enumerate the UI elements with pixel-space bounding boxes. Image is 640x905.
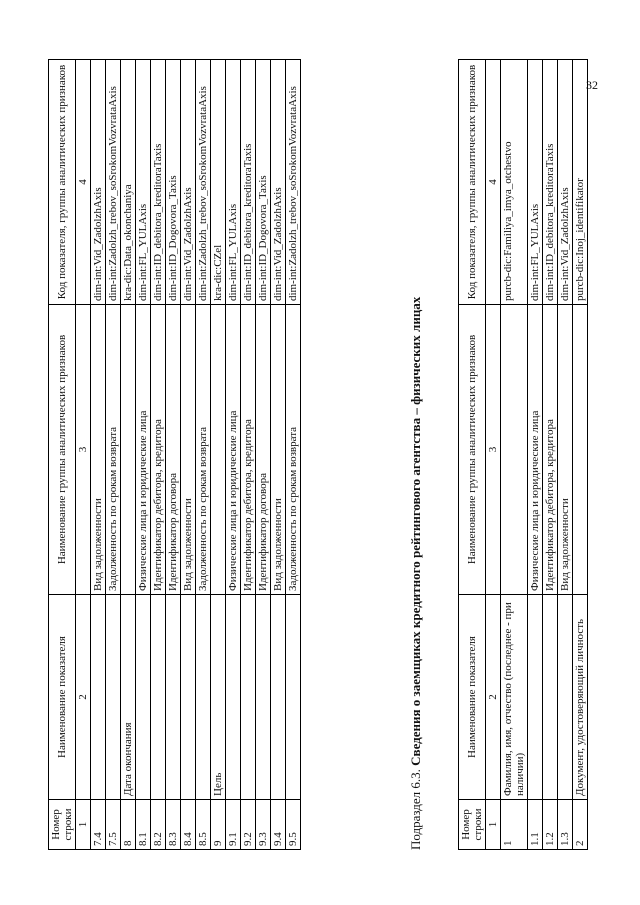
table-header-row <box>49 60 76 850</box>
column-number-row <box>76 60 91 850</box>
table-body <box>91 60 301 850</box>
row-number-cell: 7.5 <box>106 800 121 850</box>
group-name-cell: Идентификатор договора <box>166 305 181 595</box>
table-row <box>256 60 271 850</box>
row-number-cell: 8.1 <box>136 800 151 850</box>
header-code: Код показателя, группы аналитических признаков <box>459 60 486 305</box>
subsection-title: Сведения о заемщиках кредитного рейтингового агентства – физических лицах <box>408 296 423 766</box>
table-row <box>211 60 226 850</box>
table-row <box>558 60 573 850</box>
row-number-cell: 9.5 <box>286 800 301 850</box>
indicator-name-cell <box>241 595 256 800</box>
indicator-name-cell: Документ, удостоверяющий личность <box>573 595 588 800</box>
table-body <box>501 60 588 850</box>
group-name-cell <box>501 305 528 595</box>
column-number: 2 <box>486 595 501 800</box>
header-group-name: Наименование группы аналитических признаков <box>459 305 486 595</box>
indicator-name-cell <box>151 595 166 800</box>
row-number-cell: 9.4 <box>271 800 286 850</box>
code-cell: dim-int:Vid_ZadolzhAxis <box>271 60 286 305</box>
table-row <box>573 60 588 850</box>
group-name-cell: Задолженность по срокам возврата <box>196 305 211 595</box>
header-indicator-name: Наименование показателя <box>49 595 76 800</box>
code-cell: dim-int:ID_debitora_kreditoraTaxis <box>543 60 558 305</box>
header-code: Код показателя, группы аналитических признаков <box>49 60 76 305</box>
row-number-cell: 8.2 <box>151 800 166 850</box>
table-row <box>151 60 166 850</box>
code-cell: dim-int:Zadolzh_trebov_soSrokomVozvrataAxis <box>106 60 121 305</box>
row-number-cell: 8.5 <box>196 800 211 850</box>
indicator-name-cell <box>286 595 301 800</box>
table-row <box>271 60 286 850</box>
group-name-cell: Вид задолженности <box>558 305 573 595</box>
code-cell: kra-dic:CZel <box>211 60 226 305</box>
table-header-row <box>459 60 486 850</box>
table-row <box>241 60 256 850</box>
group-name-cell: Идентификатор договора <box>256 305 271 595</box>
group-name-cell: Вид задолженности <box>91 305 106 595</box>
group-name-cell: Идентификатор дебитора, кредитора <box>241 305 256 595</box>
indicator-name-cell: Дата окончания <box>121 595 136 800</box>
code-cell: dim-int:FL_YULAxis <box>136 60 151 305</box>
group-name-cell: Вид задолженности <box>181 305 196 595</box>
code-cell: dim-int:Vid_ZadolzhAxis <box>181 60 196 305</box>
row-number-cell: 1.2 <box>543 800 558 850</box>
code-cell: purcb-dic:Inoj_identifikator <box>573 60 588 305</box>
group-name-cell: Физические лица и юридические лица <box>528 305 543 595</box>
group-name-cell <box>573 305 588 595</box>
table-row <box>121 60 136 850</box>
code-cell: dim-int:ID_Dogovora_Taxis <box>256 60 271 305</box>
indicator-name-cell <box>166 595 181 800</box>
code-cell: purcb-dic:Familiya_imya_otchestvo <box>501 60 528 305</box>
group-name-cell: Задолженность по срокам возврата <box>286 305 301 595</box>
column-number-row <box>486 60 501 850</box>
indicators-table-continued <box>48 59 301 850</box>
header-indicator-name: Наименование показателя <box>459 595 486 800</box>
table-row <box>501 60 528 850</box>
row-number-cell: 7.4 <box>91 800 106 850</box>
group-name-cell <box>211 305 226 595</box>
table-row <box>91 60 106 850</box>
row-number-cell: 8 <box>121 800 136 850</box>
row-number-cell: 9.1 <box>226 800 241 850</box>
header-row-number: Номер строки <box>459 800 486 850</box>
indicator-name-cell <box>136 595 151 800</box>
indicator-name-cell <box>106 595 121 800</box>
code-cell: dim-int:Vid_ZadolzhAxis <box>558 60 573 305</box>
rotated-page-content <box>48 60 586 850</box>
indicator-name-cell: Цель <box>211 595 226 800</box>
code-cell: dim-int:ID_debitora_kreditoraTaxis <box>241 60 256 305</box>
code-cell: dim-int:ID_debitora_kreditoraTaxis <box>151 60 166 305</box>
code-cell: dim-int:Zadolzh_trebov_soSrokomVozvrataAxis <box>286 60 301 305</box>
table-row <box>136 60 151 850</box>
code-cell: dim-int:FL_YULAxis <box>528 60 543 305</box>
group-name-cell: Задолженность по срокам возврата <box>106 305 121 595</box>
indicator-name-cell <box>528 595 543 800</box>
row-number-cell: 8.3 <box>166 800 181 850</box>
group-name-cell: Идентификатор дебитора, кредитора <box>543 305 558 595</box>
row-number-cell: 1.1 <box>528 800 543 850</box>
indicator-name-cell <box>226 595 241 800</box>
table-row <box>166 60 181 850</box>
table-row <box>181 60 196 850</box>
table-row <box>528 60 543 850</box>
table-row <box>226 60 241 850</box>
indicator-name-cell <box>91 595 106 800</box>
code-cell: dim-int:ID_Dogovora_Taxis <box>166 60 181 305</box>
row-number-cell: 9.2 <box>241 800 256 850</box>
table-row <box>543 60 558 850</box>
column-number: 3 <box>486 305 501 595</box>
indicator-name-cell <box>256 595 271 800</box>
indicator-name-cell <box>271 595 286 800</box>
row-number-cell: 2 <box>573 800 588 850</box>
group-name-cell: Вид задолженности <box>271 305 286 595</box>
table-row <box>286 60 301 850</box>
header-group-name: Наименование группы аналитических признаков <box>49 305 76 595</box>
indicator-name-cell <box>543 595 558 800</box>
row-number-cell: 8.4 <box>181 800 196 850</box>
row-number-cell: 9.3 <box>256 800 271 850</box>
row-number-cell: 9 <box>211 800 226 850</box>
code-cell: kra-dic:Data_okonchaniya <box>121 60 136 305</box>
borrowers-individuals-table <box>458 59 588 850</box>
subsection-heading <box>408 60 424 850</box>
group-name-cell: Физические лица и юридические лица <box>226 305 241 595</box>
column-number: 3 <box>76 305 91 595</box>
table-row <box>196 60 211 850</box>
column-number: 1 <box>76 800 91 850</box>
column-number: 1 <box>486 800 501 850</box>
code-cell: dim-int:FL_YULAxis <box>226 60 241 305</box>
column-number: 2 <box>76 595 91 800</box>
group-name-cell <box>121 305 136 595</box>
group-name-cell: Идентификатор дебитора, кредитора <box>151 305 166 595</box>
column-number: 4 <box>486 60 501 305</box>
subsection-label: Подраздел 6.3. <box>408 769 423 850</box>
group-name-cell: Физические лица и юридические лица <box>136 305 151 595</box>
table-row <box>106 60 121 850</box>
page-number: 32 <box>586 78 598 92</box>
column-number: 4 <box>76 60 91 305</box>
row-number-cell: 1 <box>501 800 528 850</box>
row-number-cell: 1.3 <box>558 800 573 850</box>
indicator-name-cell <box>181 595 196 800</box>
header-row-number: Номер строки <box>49 800 76 850</box>
indicator-name-cell <box>196 595 211 800</box>
indicator-name-cell: Фамилия, имя, отчество (последнее - при наличии) <box>501 595 528 800</box>
code-cell: dim-int:Zadolzh_trebov_soSrokomVozvrataAxis <box>196 60 211 305</box>
indicator-name-cell <box>558 595 573 800</box>
code-cell: dim-int:Vid_ZadolzhAxis <box>91 60 106 305</box>
